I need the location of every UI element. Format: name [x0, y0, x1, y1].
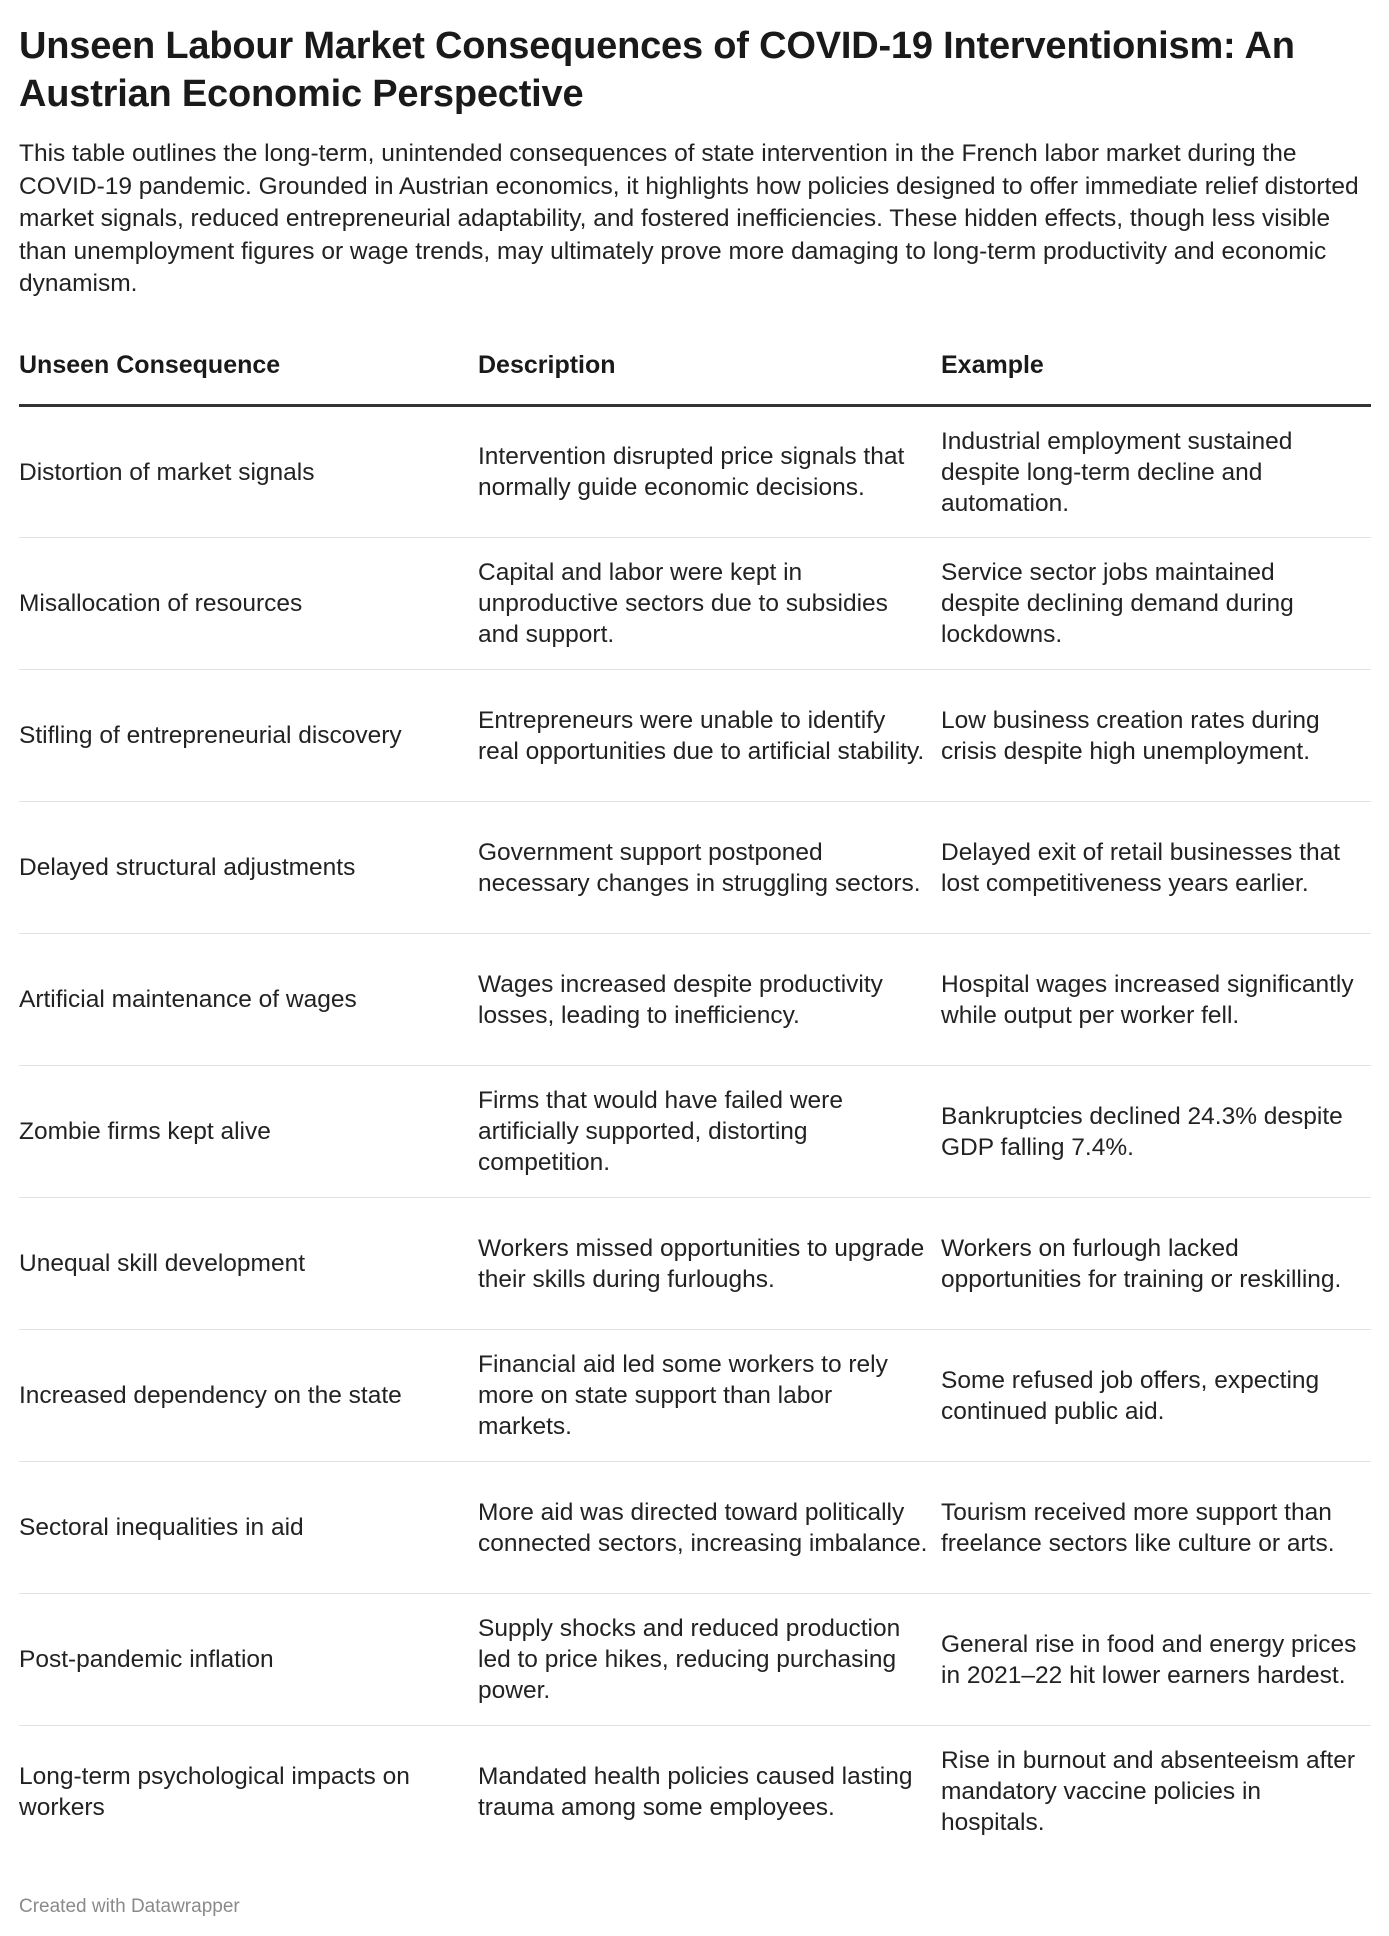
table-row: [19, 1330, 1371, 1462]
cell-example: Bankruptcies declined 24.3% despite GDP falling 7.4%.: [941, 1066, 1371, 1198]
cell-description: More aid was directed toward politically connected sectors, increasing imbalance.: [478, 1462, 941, 1594]
cell-example: Tourism received more support than freelance sectors like culture or arts.: [941, 1462, 1371, 1594]
chart-title: Unseen Labour Market Consequences of COVID-19 Interventionism: An Austrian Economic Perspective: [19, 25, 1295, 115]
table-header-row: [19, 343, 1371, 406]
table-row: [19, 1066, 1371, 1198]
table-row: [19, 802, 1371, 934]
cell-consequence: Distortion of market signals: [19, 406, 478, 538]
cell-consequence: Unequal skill development: [19, 1198, 478, 1330]
table-row: [19, 670, 1371, 802]
cell-example: Some refused job offers, expecting continued public aid.: [941, 1330, 1371, 1462]
table-row: [19, 934, 1371, 1066]
cell-example: Delayed exit of retail businesses that lost competitiveness years earlier.: [941, 802, 1371, 934]
cell-description: Firms that would have failed were artificially supported, distorting competition.: [478, 1066, 941, 1198]
cell-consequence: Increased dependency on the state: [19, 1330, 478, 1462]
table-row: [19, 1726, 1371, 1858]
column-header-example: Example: [941, 343, 1371, 406]
cell-description: Entrepreneurs were unable to identify real opportunities due to artificial stability.: [478, 670, 941, 802]
consequences-table: [19, 343, 1371, 1858]
table-body: [19, 406, 1371, 1858]
cell-example: Service sector jobs maintained despite declining demand during lockdowns.: [941, 538, 1371, 670]
cell-consequence: Misallocation of resources: [19, 538, 478, 670]
cell-description: Financial aid led some workers to rely more on state support than labor markets.: [478, 1330, 941, 1462]
cell-description: Mandated health policies caused lasting trauma among some employees.: [478, 1762, 913, 1821]
cell-description: Workers missed opportunities to upgrade their skills during furloughs.: [478, 1198, 941, 1330]
cell-description: Intervention disrupted price signals that normally guide economic decisions.: [478, 406, 941, 538]
cell-consequence: Zombie firms kept alive: [19, 1066, 478, 1198]
cell-example: Industrial employment sustained despite long-term decline and automation.: [941, 406, 1371, 538]
table-header: [19, 343, 1371, 406]
cell-description: Government support postponed necessary changes in struggling sectors.: [478, 802, 941, 934]
cell-consequence: Sectoral inequalities in aid: [19, 1462, 478, 1594]
cell-consequence: Artificial maintenance of wages: [19, 934, 478, 1066]
cell-description: Capital and labor were kept in unproductive sectors due to subsidies and support.: [478, 538, 941, 670]
cell-consequence: Delayed structural adjustments: [19, 802, 478, 934]
cell-example: Hospital wages increased significantly while output per worker fell.: [941, 934, 1371, 1066]
datawrapper-credit: Created with Datawrapper: [19, 1896, 240, 1917]
table-row: [19, 406, 1371, 538]
cell-example: Low business creation rates during crisis despite high unemployment.: [941, 670, 1371, 802]
cell-consequence: Post-pandemic inflation: [19, 1594, 478, 1726]
cell-example: General rise in food and energy prices in 2021–22 hit lower earners hardest.: [941, 1594, 1371, 1726]
cell-consequence: Stifling of entrepreneurial discovery: [19, 670, 478, 802]
cell-example: Workers on furlough lacked opportunities for training or reskilling.: [941, 1198, 1371, 1330]
table-row: [19, 1198, 1371, 1330]
column-header-consequence: Unseen Consequence: [19, 343, 478, 406]
chart-description: This table outlines the long-term, unintended consequences of state intervention in the French labor market during the COVID-19 pandemic. Grounded in Austrian economics, it highlights how policies designed to offer immediate relief distorted market signals, reduced entrepreneurial adaptability, and fostered inefficiencies. These hidden effects, though less visible than unemployment figures or wage trends, may ultimately prove more damaging to long-term productivity and economic dynamism.: [19, 140, 1359, 297]
column-header-description: Description: [478, 343, 941, 406]
cell-description: Supply shocks and reduced production led to price hikes, reducing purchasing power.: [478, 1594, 941, 1726]
cell-consequence: Long-term psychological impacts on workers: [19, 1762, 410, 1821]
cell-description: Wages increased despite productivity losses, leading to inefficiency.: [478, 934, 941, 1066]
table-row: [19, 1462, 1371, 1594]
cell-example: Rise in burnout and absenteeism after mandatory vaccine policies in hospitals.: [941, 1747, 1356, 1837]
table-row: [19, 538, 1371, 670]
table-row: [19, 1594, 1371, 1726]
